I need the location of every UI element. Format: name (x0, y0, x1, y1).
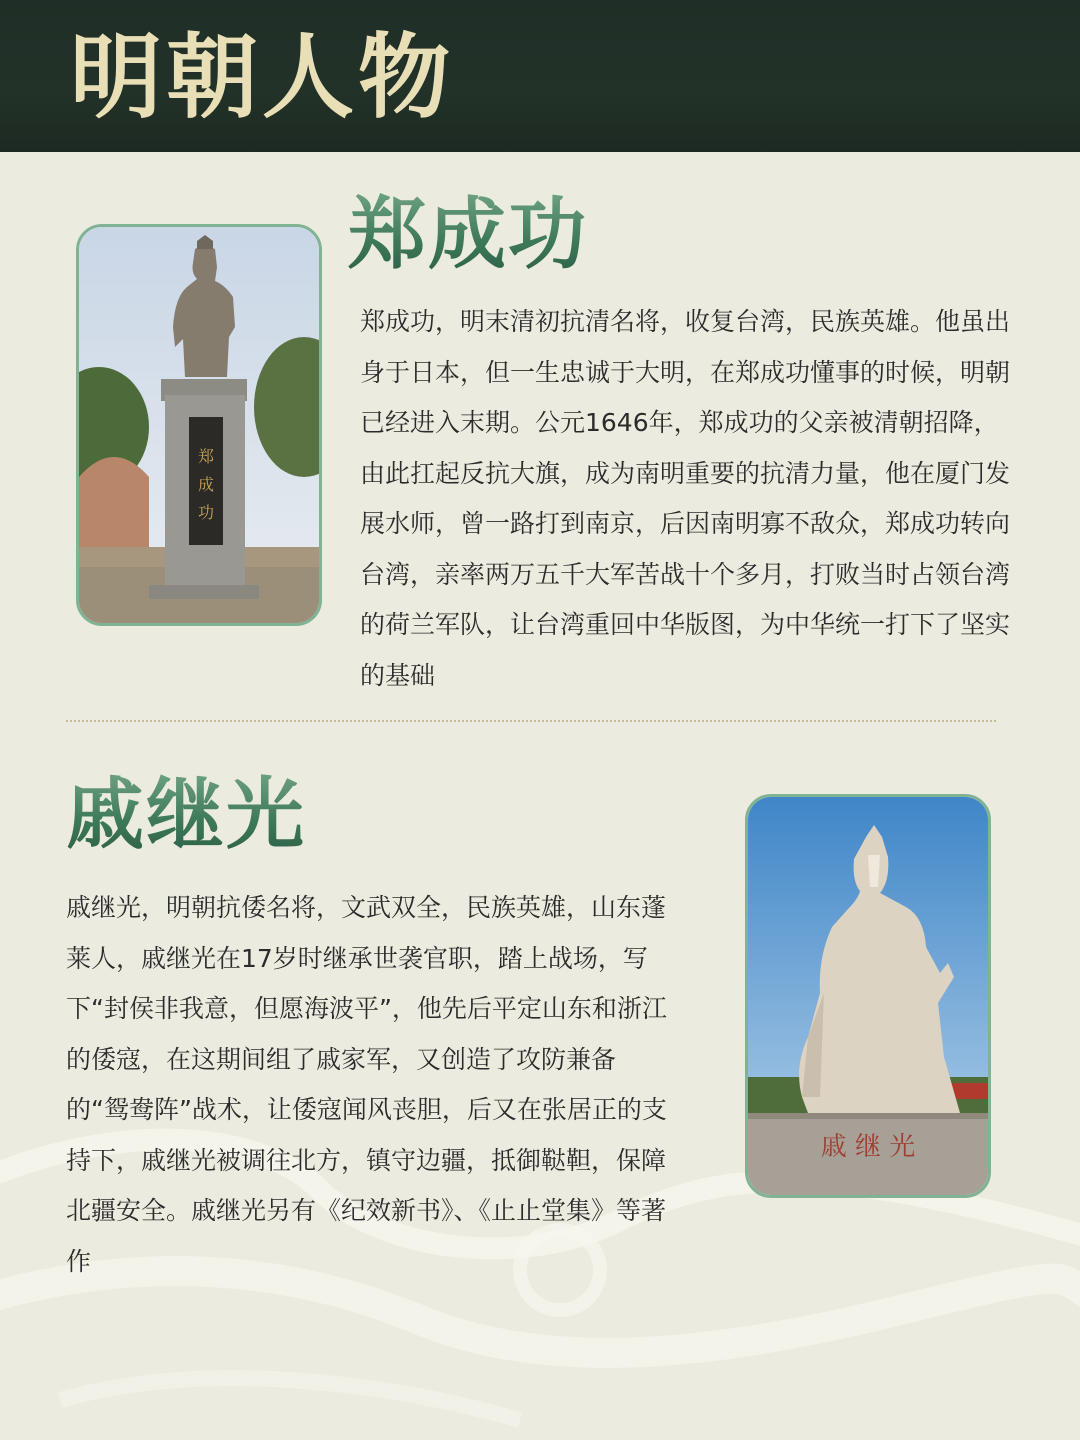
zheng-chenggong-description: 郑成功，明末清初抗清名将，收复台湾，民族英雄。他虽出身于日本，但一生忠诚于大明，在郑成功懂事的时候，明朝已经进入末期。公元1646年，郑成功的父亲被清朝招降，由此扛起反抗大旗，成为南明重要的抗清力量，他在厦门发展水师，曾一路打到南京，后因南明寡不敌众，郑成功转向台湾，亲率两万五千大军苦战十个多月，打败当时占领台湾的荷兰军队，让台湾重回中华版图，为中华统一打下了坚实的基础 (360, 307, 1011, 690)
plaque-text: 戚 继 光 (820, 1132, 916, 1162)
figure-name-zheng-chenggong: 郑成功 (348, 189, 589, 280)
header-banner (0, 0, 1080, 152)
qi-jiguang-statue-photo (745, 794, 991, 1198)
plaque-text: 郑成功 (197, 447, 215, 522)
figure-name-qi-jiguang: 戚继光 (66, 769, 307, 860)
page-title: 明朝人物 (70, 23, 455, 131)
zheng-chenggong-statue-photo (76, 224, 322, 626)
section-divider (66, 720, 996, 722)
qi-jiguang-description: 戚继光，明朝抗倭名将，文武双全，民族英雄，山东蓬莱人，戚继光在17岁时继承世袭官职，踏上战场，写下“封侯非我意，但愿海波平”，他先后平定山东和浙江的倭寇，在这期间组了戚家军，又创造了攻防兼备的“鸳鸯阵”战术，让倭寇闻风丧胆，后又在张居正的支持下，戚继光被调往北方，镇守边疆，抵御鞑靼，保障北疆安全。戚继光另有《纪效新书》、《止止堂集》等著作 (66, 893, 667, 1276)
